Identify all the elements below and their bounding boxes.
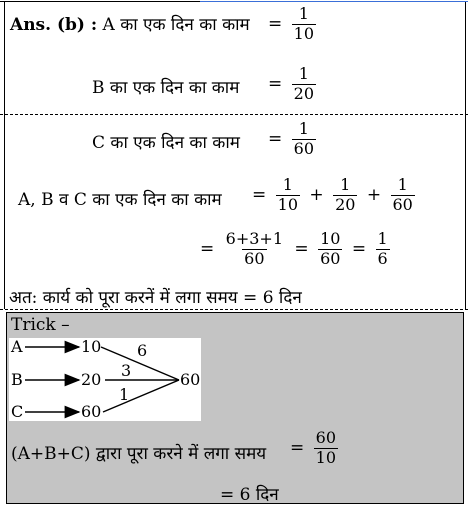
numerator: 1 xyxy=(340,175,351,194)
denominator: 10 xyxy=(277,194,299,214)
numerator: 1 xyxy=(282,175,293,194)
equals-sign: = xyxy=(252,184,267,205)
answer-row-abc xyxy=(18,187,222,210)
diagram-label-a: A xyxy=(11,338,23,356)
equals-sign: = xyxy=(351,238,367,259)
fraction xyxy=(276,177,300,214)
diagram-target: 60 xyxy=(180,370,201,389)
denominator: 10 xyxy=(293,23,315,43)
answer-row-c xyxy=(92,130,240,153)
equals-sign: = xyxy=(294,238,309,259)
equals-sign: = xyxy=(290,437,305,458)
row-sum xyxy=(198,231,392,268)
diagram-value-b: 20 xyxy=(81,370,102,389)
diagram-value-a: 10 xyxy=(81,338,102,356)
numerator: 1 xyxy=(298,4,309,23)
conclusion-text: अत: कार्य को पूरा करनें में लगा समय = 6 दिन xyxy=(9,288,302,308)
denominator: 10 xyxy=(315,447,337,467)
denominator: 6 xyxy=(377,248,388,268)
fraction xyxy=(224,231,285,268)
answer-prefix: Ans. (b) : xyxy=(10,15,98,35)
plus-sign: + xyxy=(309,184,324,205)
fraction xyxy=(314,430,338,467)
diagram-value-c: 60 xyxy=(81,402,102,421)
row-b-fraction xyxy=(266,66,318,103)
right-border xyxy=(465,2,466,309)
equals-sign: = xyxy=(268,128,283,149)
numerator: 1 xyxy=(298,64,309,83)
trick-formula xyxy=(11,441,266,464)
numerator: 1 xyxy=(397,175,408,194)
plus-sign: + xyxy=(366,184,382,205)
weight-c: 1 xyxy=(119,385,130,404)
numerator: 1 xyxy=(377,229,388,248)
equals-sign: = xyxy=(268,13,283,34)
equals-sign: = xyxy=(200,238,215,259)
denominator: 60 xyxy=(244,248,265,268)
row-b-label: B का एक दिन का काम xyxy=(92,78,240,98)
denominator: 20 xyxy=(293,83,315,103)
numerator: 60 xyxy=(315,428,337,447)
row-c-label: C का एक दिन का काम xyxy=(92,133,240,153)
fraction xyxy=(391,177,415,214)
weight-a: 6 xyxy=(137,341,148,360)
link-c xyxy=(103,380,179,412)
row-abc-label: A, B व C का एक दिन का काम xyxy=(18,190,222,210)
fraction xyxy=(376,231,390,268)
trick-result: = 6 दिन xyxy=(220,485,279,505)
dashed-divider xyxy=(0,114,468,115)
formula-label: (A+B+C) द्वारा पूरा करने में लगा समय xyxy=(11,444,267,464)
denominator: 20 xyxy=(335,194,356,214)
denominator: 60 xyxy=(293,138,315,158)
left-border xyxy=(4,2,5,309)
numerator: 1 xyxy=(298,119,309,138)
row-abc-sum xyxy=(250,177,417,214)
row-a-label: A का एक दिन का काम xyxy=(102,15,250,35)
trick-diagram xyxy=(9,338,201,421)
denominator: 60 xyxy=(320,248,341,268)
trick-title: Trick – xyxy=(11,315,70,335)
equals-sign: = xyxy=(268,73,283,94)
diagram-label-c: C xyxy=(11,402,24,421)
weight-b: 3 xyxy=(121,361,132,380)
top-border xyxy=(0,0,468,3)
row-c-fraction xyxy=(266,121,318,158)
answer-row-a xyxy=(10,12,250,35)
answer-row-b xyxy=(92,75,239,98)
fraction xyxy=(292,121,316,158)
fraction xyxy=(292,66,316,103)
denominator: 60 xyxy=(392,194,413,214)
row-a-fraction xyxy=(266,6,318,43)
fraction xyxy=(292,6,316,43)
fraction xyxy=(333,177,357,214)
fraction xyxy=(318,231,342,268)
diagram-label-b: B xyxy=(11,370,23,389)
dashed-divider-bottom xyxy=(0,309,468,310)
trick-formula-fraction xyxy=(288,430,340,467)
numerator: 10 xyxy=(320,229,341,248)
numerator: 6+3+1 xyxy=(225,229,284,248)
